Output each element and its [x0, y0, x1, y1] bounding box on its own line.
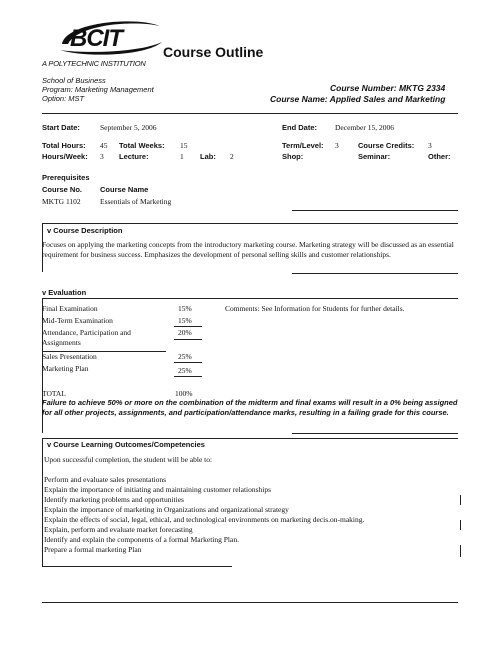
lab-value: 2 [230, 152, 234, 161]
eval-item-label: Marketing Plan [42, 364, 89, 373]
prerequisites-heading: Prerequisites [42, 173, 90, 182]
outcome-item: Perform and evaluate sales presentations [44, 475, 167, 484]
description-heading: v Course Description [47, 226, 123, 235]
header-divider [42, 113, 458, 114]
course-credits-label: Course Credits: [358, 141, 415, 150]
end-date-label: End Date: [282, 123, 318, 132]
evaluation-bottom-rule [292, 433, 458, 434]
total-weeks-label: Total Weeks: [119, 141, 165, 150]
eval-underline [174, 326, 202, 327]
eval-item-label: Attendance, Participation and Assignments [42, 328, 131, 347]
outcomes-right-tick [460, 520, 461, 530]
outcomes-heading: v Course Learning Outcomes/Competencies [47, 440, 205, 449]
other-label: Other: [428, 152, 451, 161]
lab-label: Lab: [200, 152, 216, 161]
prereq-course-no-header: Course No. [42, 185, 83, 194]
description-text: Focuses on applying the marketing concepts from the introductory marketing course. Marketing strategy will be discussed as an essential requirement for business success. Emphasizes the development of personal selling skills and customer relationships. [42, 240, 454, 259]
bcit-logo [56, 16, 166, 62]
page-title: Course Outline [163, 44, 264, 60]
evaluation-top-rule [42, 298, 458, 299]
lecture-value: 1 [180, 152, 184, 161]
option-name: Option: MST [42, 94, 85, 103]
eval-underline [174, 362, 202, 363]
eval-item-value: 25% [178, 352, 192, 361]
shop-label: Shop: [282, 152, 304, 161]
outcome-item: Explain the importance of marketing in Organizations and organizational strategy [44, 505, 289, 514]
total-hours-label: Total Hours: [42, 141, 86, 150]
prereq-course-no: MKTG 1102 [42, 197, 81, 206]
start-date-value: September 5, 2006 [100, 123, 157, 132]
term-level-value: 3 [335, 141, 339, 150]
outcomes-right-tick [460, 545, 461, 557]
total-weeks-value: 15 [180, 141, 188, 150]
eval-item-label: Sales Presentation [42, 352, 97, 361]
end-date-value: December 15, 2006 [335, 123, 394, 132]
eval-total-value: 100% [175, 389, 193, 398]
lecture-label: Lecture: [119, 152, 149, 161]
eval-item-value: 20% [178, 328, 192, 337]
outcome-item: Explain, perform and evaluate market forecasting [44, 525, 193, 534]
eval-item-value: 15% [178, 304, 192, 313]
seminar-label: Seminar: [358, 152, 391, 161]
evaluation-comments: Comments: See Information for Students for further details. [225, 304, 405, 313]
outcomes-left-rule [42, 438, 43, 566]
description-top-rule [42, 223, 458, 224]
hours-week-value: 3 [100, 152, 104, 161]
prereq-course-name: Essentials of Marketing [100, 197, 172, 206]
eval-item-value: 25% [178, 366, 192, 375]
outcomes-bottom-rule [42, 566, 232, 567]
course-name-header: Course Name: Applied Sales and Marketing [270, 94, 446, 104]
eval-underline [174, 376, 202, 377]
course-credits-value: 3 [428, 141, 432, 150]
outcome-item: Explain the effects of social, legal, ethical, and technological environments on marketing decis.on-making. [44, 515, 365, 524]
evaluation-warning: Failure to achieve 50% or more on the combination of the midterm and final exams will result in a 0% being assigned for all other projects, assignments, and participation/attendance marks, resulting in a failing grade for this course. [42, 398, 458, 417]
prereq-course-name-header: Course Name [100, 185, 149, 194]
logo-text: BCIT [70, 25, 122, 52]
eval-underline [174, 339, 202, 340]
outcome-item: Identify marketing problems and opportunities [44, 495, 184, 504]
eval-item-label: Final Examination [42, 304, 98, 313]
program-name: Program: Marketing Management [42, 85, 154, 94]
prereq-divider [292, 210, 458, 211]
eval-total-label: TOTAL [42, 389, 66, 398]
evaluation-heading: v Evaluation [42, 288, 87, 297]
start-date-label: Start Date: [42, 123, 80, 132]
outcomes-top-rule [42, 438, 458, 439]
outcome-item: Prepare a formal marketing Plan [44, 545, 142, 554]
term-level-label: Term/Level: [282, 141, 324, 150]
eval-item-label: Mid-Term Examination [42, 316, 113, 325]
institution-tagline: A POLYTECHNIC INSTITUTION [42, 59, 146, 68]
outcomes-intro: Upon successful completion, the student will be able to: [44, 455, 213, 464]
school-name: School of Business [42, 76, 106, 85]
outcome-item: Identify and explain the components of a formal Marketing Plan. [44, 535, 239, 544]
outcomes-right-tick [460, 495, 461, 505]
eval-item-value: 15% [178, 316, 192, 325]
outcome-item: Explain the importance of initiating and maintaining customer relationships [44, 485, 272, 494]
total-hours-value: 45 [100, 141, 108, 150]
hours-week-label: Hours/Week: [42, 152, 88, 161]
description-bottom-rule [292, 273, 458, 274]
page-footer-rule [42, 602, 458, 603]
course-number: Course Number: MKTG 2334 [330, 83, 446, 93]
